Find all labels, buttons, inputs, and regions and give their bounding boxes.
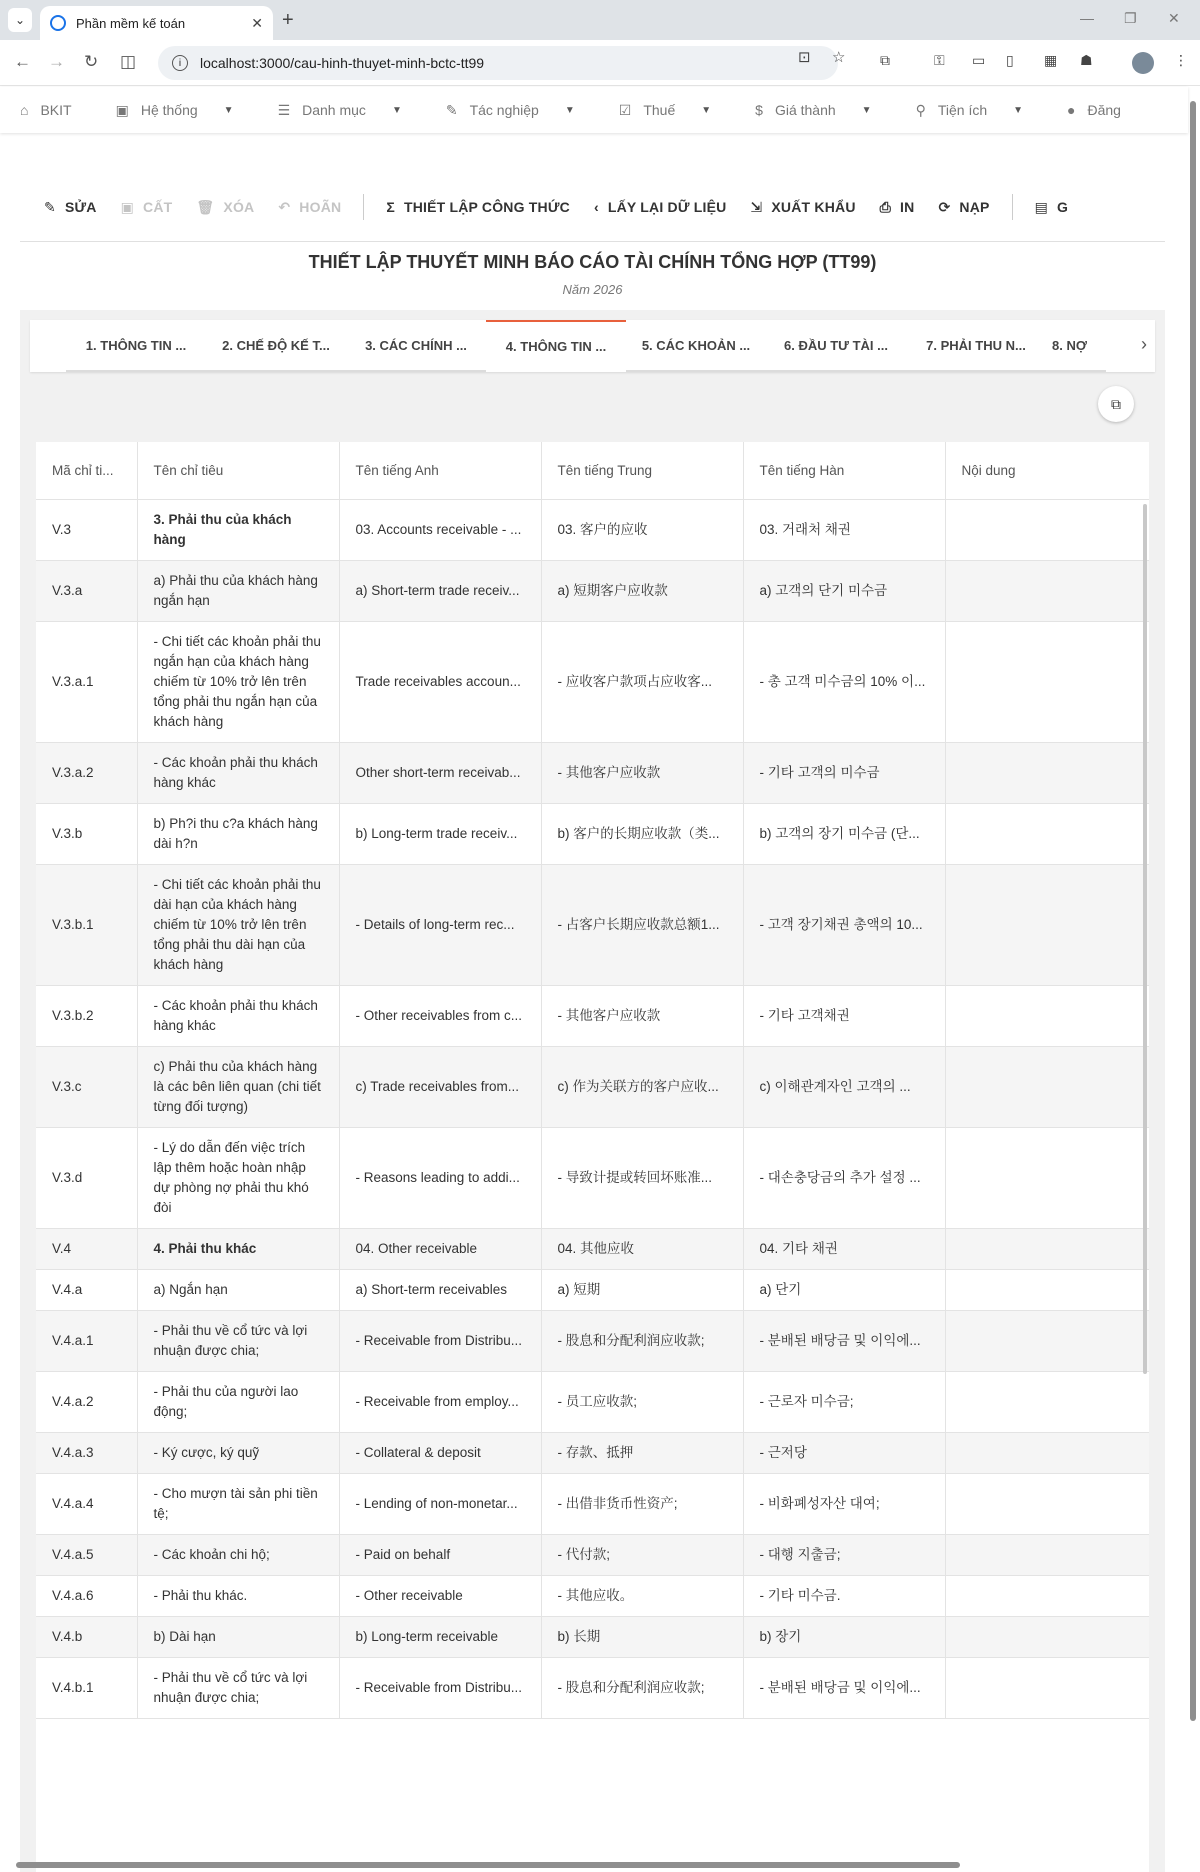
cell-en[interactable]: Other short-term receivab... <box>339 742 541 803</box>
caret-down-icon: ▼ <box>701 104 712 116</box>
cell-en[interactable]: - Reasons leading to addi... <box>339 1127 541 1228</box>
table-scrollbar[interactable] <box>1143 504 1147 1374</box>
circle-icon: ● <box>1067 102 1076 118</box>
cell-content[interactable] <box>945 560 1149 621</box>
cell-content[interactable] <box>945 1371 1149 1432</box>
cell-zh[interactable]: c) 作为关联方的客户应收... <box>541 1046 743 1127</box>
report-tab-3[interactable]: 3. CÁC CHÍNH ... <box>346 320 486 372</box>
caret-down-icon: ▼ <box>391 104 402 116</box>
cell-code[interactable]: V.4.a.4 <box>36 1473 137 1534</box>
menu-label: Tiện ích <box>937 102 988 118</box>
column-header[interactable]: Tên tiếng Trung <box>541 442 743 499</box>
table-row[interactable] <box>36 803 1149 864</box>
close-icon[interactable]: ✕ <box>251 14 263 31</box>
spy-icon[interactable]: ☗ <box>1080 52 1093 68</box>
menu-label: Đăng <box>1087 102 1121 118</box>
cell-en[interactable]: a) Short-term trade receiv... <box>339 560 541 621</box>
cell-code[interactable]: V.3.c <box>36 1046 137 1127</box>
cell-code[interactable]: V.3.d <box>36 1127 137 1228</box>
cell-zh[interactable]: - 其他客户应收款 <box>541 985 743 1046</box>
cell-zh[interactable]: b) 长期 <box>541 1616 743 1657</box>
bookmark-star-icon[interactable]: ☆ <box>832 49 846 66</box>
address-bar[interactable] <box>158 46 838 80</box>
cell-ko[interactable]: b) 고객의 장기 미수금 (단... <box>743 803 945 864</box>
cell-name[interactable]: - Phải thu của người lao động; <box>137 1371 339 1432</box>
table-icon[interactable]: ▦ <box>1044 52 1058 68</box>
report-tabstrip <box>66 320 1106 372</box>
cell-ko[interactable]: - 기타 고객채권 <box>743 985 945 1046</box>
cell-en[interactable]: - Receivable from employ... <box>339 1371 541 1432</box>
table-row[interactable] <box>36 621 1149 742</box>
menu-label: Giá thành <box>774 102 836 118</box>
react-logo-icon <box>50 15 66 31</box>
report-tab-4[interactable]: 4. THÔNG TIN ... <box>486 320 626 372</box>
caret-down-icon: ▼ <box>1013 104 1024 116</box>
app-menubar <box>0 87 1188 133</box>
cell-content[interactable] <box>945 1657 1149 1718</box>
cell-en[interactable]: - Receivable from Distribu... <box>339 1657 541 1718</box>
cell-name[interactable]: 4. Phải thu khác <box>137 1228 339 1269</box>
cell-ko[interactable]: b) 장기 <box>743 1616 945 1657</box>
undo-button[interactable] <box>266 190 353 224</box>
more-label: G <box>1057 199 1069 215</box>
undo-icon: ↶ <box>278 198 291 215</box>
cell-ko[interactable]: - 대행 지출금; <box>743 1534 945 1575</box>
undo-label: HOÃN <box>299 199 342 215</box>
cell-content[interactable] <box>945 1534 1149 1575</box>
menu-dang[interactable] <box>1067 102 1121 118</box>
cell-en[interactable]: - Paid on behalf <box>339 1534 541 1575</box>
extensions-icon[interactable]: ⧉ <box>880 52 890 68</box>
cell-ko[interactable]: - 분배된 배당금 및 이익에... <box>743 1310 945 1371</box>
formula-button[interactable] <box>374 190 582 224</box>
printer-icon: ⎙ <box>879 198 892 215</box>
url-text: localhost:3000/cau-hinh-thuyet-minh-bctc-tt99 <box>200 55 485 71</box>
page-subtitle: Năm 2026 <box>562 282 623 297</box>
report-tab-8[interactable]: 8. NỢ <box>1046 320 1106 372</box>
cell-content[interactable] <box>945 803 1149 864</box>
cell-en[interactable]: - Other receivable <box>339 1575 541 1616</box>
cell-content[interactable] <box>945 1616 1149 1657</box>
walk-icon: ⚲ <box>915 101 926 118</box>
cell-name[interactable]: a) Phải thu của khách hàng ngắn hạn <box>137 560 339 621</box>
menu-label: Tác nghiệp <box>469 102 539 118</box>
menu-label: Thuế <box>643 102 676 118</box>
column-header[interactable]: Nội dung <box>945 442 1149 499</box>
cell-ko[interactable]: a) 단기 <box>743 1269 945 1310</box>
cell-content[interactable] <box>945 985 1149 1046</box>
edit-button[interactable] <box>32 190 109 224</box>
cell-ko[interactable]: 03. 거래처 채권 <box>743 499 945 560</box>
cell-zh[interactable]: - 股息和分配利润应收款; <box>541 1310 743 1371</box>
cell-zh[interactable]: - 股息和分配利润应收款; <box>541 1657 743 1718</box>
cell-ko[interactable]: - 비화폐성자산 대여; <box>743 1473 945 1534</box>
cell-name[interactable]: a) Ngắn hạn <box>137 1269 339 1310</box>
cell-name[interactable]: - Phải thu khác. <box>137 1575 339 1616</box>
menu-label: Hệ thống <box>140 102 198 118</box>
reading-icon[interactable]: ▯ <box>1006 52 1014 68</box>
cell-ko[interactable]: - 고객 장기채권 총액의 10... <box>743 864 945 985</box>
export-icon: ⇲ <box>750 198 763 215</box>
report-tab-7[interactable]: 7. PHẢI THU N... <box>906 320 1046 372</box>
cell-zh[interactable]: - 占客户长期应收款总额1... <box>541 864 743 985</box>
report-tabs <box>30 320 1155 372</box>
browser-tab[interactable] <box>40 6 273 40</box>
reload-icon[interactable]: ↻ <box>84 52 99 71</box>
table-header-row <box>36 442 1149 499</box>
cell-name[interactable]: c) Phải thu của khách hàng là các bên liên quan (chi tiết từng đối tượng) <box>137 1046 339 1127</box>
cell-zh[interactable]: - 员工应收款; <box>541 1371 743 1432</box>
cell-ko[interactable]: - 기타 미수금. <box>743 1575 945 1616</box>
cell-zh[interactable]: - 存款、抵押 <box>541 1432 743 1473</box>
cell-content[interactable] <box>945 864 1149 985</box>
table-row[interactable] <box>36 985 1149 1046</box>
page-title: THIẾT LẬP THUYẾT MINH BÁO CÁO TÀI CHÍNH TỔNG HỢP (TT99) <box>308 252 877 272</box>
table-row[interactable] <box>36 1616 1149 1657</box>
browser-tabbar <box>0 0 1200 40</box>
cell-content[interactable] <box>945 1473 1149 1534</box>
cell-en[interactable]: - Lending of non-monetar... <box>339 1473 541 1534</box>
cell-code[interactable]: V.4.a <box>36 1269 137 1310</box>
cell-name[interactable]: - Lý do dẫn đến việc trích lập thêm hoặc hoàn nhập dự phòng nợ phải thu khó đòi <box>137 1127 339 1228</box>
save-icon: ▣ <box>115 101 129 118</box>
cell-zh[interactable]: - 出借非货币性资产; <box>541 1473 743 1534</box>
back-icon[interactable]: ← <box>14 52 31 71</box>
cell-code[interactable]: V.4.a.6 <box>36 1575 137 1616</box>
data-table <box>36 442 1149 1872</box>
cell-zh[interactable]: b) 客户的长期应收款（类... <box>541 803 743 864</box>
site-info-icon[interactable]: i <box>172 55 188 71</box>
cell-zh[interactable]: a) 短期 <box>541 1269 743 1310</box>
cell-en[interactable]: Trade receivables accoun... <box>339 621 541 742</box>
cell-zh[interactable]: - 其他应收。 <box>541 1575 743 1616</box>
browser-toolbar <box>0 40 1200 86</box>
table-row[interactable] <box>36 742 1149 803</box>
cell-code[interactable]: V.4 <box>36 1228 137 1269</box>
report-tab-1[interactable]: 1. THÔNG TIN ... <box>66 320 206 372</box>
delete-label: XÓA <box>223 199 255 215</box>
card-icon[interactable]: ▭ <box>972 52 986 68</box>
cell-ko[interactable]: - 근저당 <box>743 1432 945 1473</box>
cell-name[interactable]: - Các khoản chi hộ; <box>137 1534 339 1575</box>
cell-content[interactable] <box>945 1310 1149 1371</box>
sync-icon: ⟳ <box>938 198 951 215</box>
cell-en[interactable]: 03. Accounts receivable - ... <box>339 499 541 560</box>
export-button[interactable] <box>738 190 867 224</box>
copy-icon: ⧉ <box>1111 395 1121 412</box>
cell-content[interactable] <box>945 1127 1149 1228</box>
edit-label: SỬA <box>64 199 97 215</box>
report-tab-5[interactable]: 5. CÁC KHOẢN ... <box>626 320 766 372</box>
cell-code[interactable]: V.3 <box>36 499 137 560</box>
menu-bkit[interactable] <box>20 102 72 118</box>
menu-label: Danh mục <box>302 102 366 118</box>
table-row[interactable] <box>36 1473 1149 1534</box>
checklist-icon: ☑ <box>618 101 632 118</box>
cell-code[interactable]: V.3.a <box>36 560 137 621</box>
cell-zh[interactable]: - 导致计提或转回坏账准... <box>541 1127 743 1228</box>
split-view-icon[interactable]: ◫ <box>120 52 137 71</box>
comment-button[interactable] <box>1023 190 1081 224</box>
cell-ko[interactable]: - 분배된 배당금 및 이익에... <box>743 1657 945 1718</box>
sigma-icon: Σ <box>386 199 395 215</box>
table-row[interactable] <box>36 1228 1149 1269</box>
cell-code[interactable]: V.4.b <box>36 1616 137 1657</box>
table-row[interactable] <box>36 1657 1149 1718</box>
cell-name[interactable]: b) Dài hạn <box>137 1616 339 1657</box>
table-row[interactable] <box>36 1534 1149 1575</box>
cell-ko[interactable]: - 총 고객 미수금의 10% 이... <box>743 621 945 742</box>
menu-thue[interactable] <box>619 102 711 119</box>
edit-document-icon: ✎ <box>445 101 458 118</box>
print-label: IN <box>900 199 915 215</box>
refresh-label: NẠP <box>959 199 990 215</box>
delete-button[interactable] <box>184 190 266 224</box>
list-icon: ☰ <box>277 101 291 118</box>
cell-content[interactable] <box>945 1269 1149 1310</box>
cell-code[interactable]: V.3.b <box>36 803 137 864</box>
reload-data-label: LẤY LẠI DỮ LIỆU <box>607 199 727 215</box>
browser-tab-title: Phần mềm kế toán <box>76 15 186 31</box>
cell-en[interactable]: 04. Other receivable <box>339 1228 541 1269</box>
table-row[interactable] <box>36 560 1149 621</box>
cell-ko[interactable]: a) 고객의 단기 미수금 <box>743 560 945 621</box>
minimize-icon[interactable]: — <box>1080 10 1094 26</box>
table-row[interactable] <box>36 1046 1149 1127</box>
cell-en[interactable]: c) Trade receivables from... <box>339 1046 541 1127</box>
cell-zh[interactable]: 03. 客户的应收 <box>541 499 743 560</box>
cell-code[interactable]: V.4.a.1 <box>36 1310 137 1371</box>
column-header[interactable]: Tên tiếng Hàn <box>743 442 945 499</box>
cell-name[interactable]: - Phải thu về cổ tức và lợi nhuận được chia; <box>137 1657 339 1718</box>
home-icon: ⌂ <box>20 102 29 118</box>
menu-tien-ich[interactable] <box>916 102 1023 119</box>
chevron-down-icon: ⌄ <box>14 13 26 27</box>
caret-down-icon: ▼ <box>861 104 872 116</box>
cell-en[interactable]: - Other receivables from c... <box>339 985 541 1046</box>
cell-zh[interactable]: - 应收客户款项占应收客... <box>541 621 743 742</box>
menu-gia-thanh[interactable] <box>755 102 871 118</box>
cell-code[interactable]: V.3.a.2 <box>36 742 137 803</box>
cell-ko[interactable]: c) 이해관계자인 고객의 ... <box>743 1046 945 1127</box>
refresh-button[interactable] <box>926 190 1001 224</box>
pencil-icon: ✎ <box>44 198 56 215</box>
table-row[interactable] <box>36 1310 1149 1371</box>
cell-name[interactable]: - Chi tiết các khoản phải thu dài hạn của khách hàng chiếm từ 10% trở lên trên tổng phải thu dài hạn của khách hàng <box>137 864 339 985</box>
cell-name[interactable]: - Các khoản phải thu khách hàng khác <box>137 985 339 1046</box>
cell-code[interactable]: V.4.a.3 <box>36 1432 137 1473</box>
menu-label: BKIT <box>40 102 72 118</box>
toolbar-divider <box>363 194 364 220</box>
profile-avatar[interactable] <box>1132 52 1154 74</box>
chevron-right-icon[interactable]: › <box>1141 334 1147 354</box>
cell-en[interactable]: a) Short-term receivables <box>339 1269 541 1310</box>
menu-he-thong[interactable] <box>116 102 234 119</box>
menu-tac-nghiep[interactable] <box>446 102 575 119</box>
table-row[interactable] <box>36 864 1149 985</box>
cell-name[interactable]: - Chi tiết các khoản phải thu ngắn hạn của khách hàng chiếm từ 10% trở lên trên tổng phải thu ngắn hạn của khách hàng <box>137 621 339 742</box>
cell-ko[interactable]: 04. 기타 채권 <box>743 1228 945 1269</box>
cell-ko[interactable]: - 기타 고객의 미수금 <box>743 742 945 803</box>
install-app-icon[interactable]: ⊡ <box>798 49 811 66</box>
column-header[interactable]: Tên tiếng Anh <box>339 442 541 499</box>
column-header[interactable]: Tên chỉ tiêu <box>137 442 339 499</box>
cell-content[interactable] <box>945 499 1149 560</box>
save-icon: ▣ <box>120 198 135 215</box>
report-tab-2[interactable]: 2. CHẾ ĐỘ KẾ T... <box>206 320 346 372</box>
cell-zh[interactable]: - 其他客户应收款 <box>541 742 743 803</box>
cell-ko[interactable]: - 대손충당금의 추가 설정 ... <box>743 1127 945 1228</box>
cell-name[interactable]: - Phải thu về cổ tức và lợi nhuận được chia; <box>137 1310 339 1371</box>
cell-code[interactable]: V.3.b.1 <box>36 864 137 985</box>
cell-name[interactable]: - Ký cược, ký quỹ <box>137 1432 339 1473</box>
menu-danh-muc[interactable] <box>278 102 402 119</box>
action-toolbar <box>32 190 1188 224</box>
table-row[interactable] <box>36 1575 1149 1616</box>
table-row[interactable] <box>36 1432 1149 1473</box>
table-row[interactable] <box>36 1127 1149 1228</box>
cell-code[interactable]: V.3.b.2 <box>36 985 137 1046</box>
cell-content[interactable] <box>945 1228 1149 1269</box>
toolbar-divider <box>1012 194 1013 220</box>
report-tab-6[interactable]: 6. ĐẦU TƯ TÀI ... <box>766 320 906 372</box>
restore-icon[interactable]: ❐ <box>1124 10 1137 26</box>
save-label: CẤT <box>143 199 173 215</box>
scroll-thumb[interactable] <box>1190 101 1196 1721</box>
horizontal-scrollbar[interactable] <box>16 1862 960 1868</box>
cell-name[interactable]: 3. Phải thu của khách hàng <box>137 499 339 560</box>
cell-zh[interactable]: a) 短期客户应收款 <box>541 560 743 621</box>
cell-content[interactable] <box>945 621 1149 742</box>
dollar-icon: $ <box>755 102 763 118</box>
cell-en[interactable]: b) Long-term receivable <box>339 1616 541 1657</box>
caret-down-icon: ▼ <box>564 104 575 116</box>
more-vert-icon[interactable]: ⋮ <box>1174 52 1188 68</box>
cell-en[interactable]: - Receivable from Distribu... <box>339 1310 541 1371</box>
table-row[interactable] <box>36 1371 1149 1432</box>
cell-content[interactable] <box>945 742 1149 803</box>
caret-down-icon: ▼ <box>223 104 234 116</box>
cell-zh[interactable]: - 代付款; <box>541 1534 743 1575</box>
cell-code[interactable]: V.4.a.2 <box>36 1371 137 1432</box>
new-tab-button[interactable]: + <box>282 9 294 31</box>
content-panel <box>20 310 1165 1872</box>
cell-en[interactable]: b) Long-term trade receiv... <box>339 803 541 864</box>
comment-icon: ▤ <box>1034 198 1048 215</box>
cell-code[interactable]: V.4.a.5 <box>36 1534 137 1575</box>
forward-icon[interactable]: → <box>48 52 65 71</box>
cell-code[interactable]: V.3.a.1 <box>36 621 137 742</box>
cell-ko[interactable]: - 근로자 미수금; <box>743 1371 945 1432</box>
trash-icon: 🗑 <box>196 198 215 215</box>
cell-name[interactable]: - Các khoản phải thu khách hàng khác <box>137 742 339 803</box>
column-header[interactable]: Mã chỉ ti... <box>36 442 137 499</box>
cell-content[interactable] <box>945 1432 1149 1473</box>
cell-code[interactable]: V.4.b.1 <box>36 1657 137 1718</box>
divider <box>20 241 1165 242</box>
export-label: XUẤT KHẨU <box>771 199 856 215</box>
reload-data-button[interactable] <box>582 190 738 224</box>
formula-label: THIẾT LẬP CÔNG THỨC <box>403 199 570 215</box>
cell-name[interactable]: - Cho mượn tài sản phi tiền tệ; <box>137 1473 339 1534</box>
tab-search-button[interactable] <box>8 8 32 32</box>
cell-zh[interactable]: 04. 其他应收 <box>541 1228 743 1269</box>
cell-en[interactable]: - Collateral & deposit <box>339 1432 541 1473</box>
key-icon[interactable]: ⚿ <box>934 52 945 68</box>
cell-en[interactable]: - Details of long-term rec... <box>339 864 541 985</box>
window-close-icon[interactable]: ✕ <box>1168 10 1180 26</box>
cell-content[interactable] <box>945 1575 1149 1616</box>
table-row[interactable] <box>36 1269 1149 1310</box>
table-row[interactable] <box>36 499 1149 560</box>
save-button[interactable] <box>109 190 185 224</box>
chevron-left-icon: ‹ <box>593 199 599 215</box>
cell-content[interactable] <box>945 1046 1149 1127</box>
column-settings-button[interactable] <box>1098 386 1134 422</box>
page-scrollbar[interactable] <box>1188 87 1198 1859</box>
print-button[interactable] <box>868 190 927 224</box>
cell-name[interactable]: b) Ph?i thu c?a khách hàng dài h?n <box>137 803 339 864</box>
